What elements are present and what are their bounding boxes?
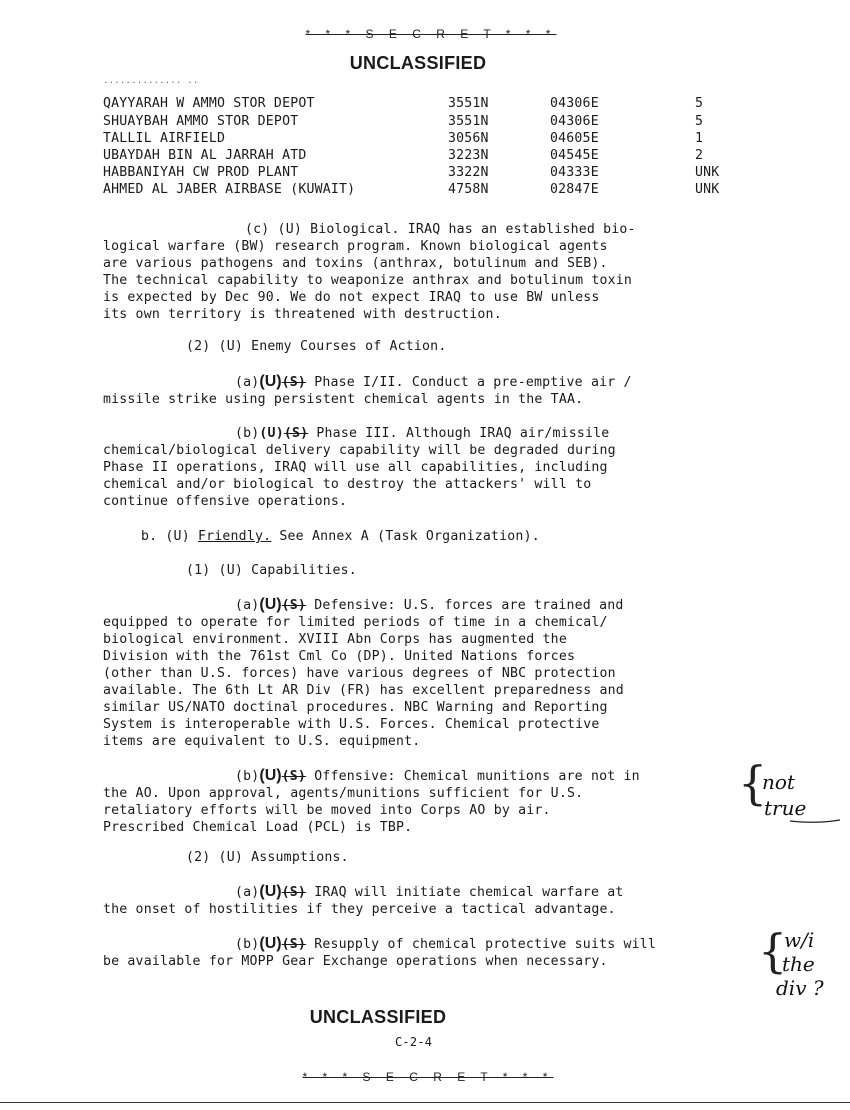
para-prefix: (b) xyxy=(235,426,260,441)
enemy-course-a xyxy=(103,373,632,408)
text-line: Prescribed Chemical Load (PCL) is TBP. xyxy=(103,820,413,835)
text-line: is expected by Dec 90. We do not expect IRAQ to use BW unless xyxy=(103,290,600,305)
classification-mark-bottom: * * * S E C R E T * * * xyxy=(302,1070,554,1084)
target-longitude: 02847E xyxy=(550,182,599,197)
text-line: equipped to operate for limited periods of time in a chemical/ xyxy=(103,615,608,630)
page-number: C-2-4 xyxy=(395,1035,433,1049)
target-longitude: 04306E xyxy=(550,114,599,129)
text-line: (other than U.S. forces) have various degrees of NBC protection xyxy=(103,666,616,681)
text-line: available. The 6th Lt AR Div (FR) has excellent preparedness and xyxy=(103,683,624,698)
text-line: the onset of hostilities if they perceive a tactical advantage. xyxy=(103,902,616,917)
target-value: 5 xyxy=(695,96,704,111)
handwritten-note: the xyxy=(782,952,815,976)
target-latitude: 3322N xyxy=(448,165,489,180)
text-line: items are equivalent to U.S. equipment. xyxy=(103,734,421,749)
handwritten-brace: { xyxy=(758,924,788,978)
target-name: TALLIL AIRFIELD xyxy=(103,131,226,146)
handwritten-note: true xyxy=(764,796,807,820)
classification-banner-top: UNCLASSIFIED xyxy=(349,53,487,73)
text-line: Phase II operations, IRAQ will use all capabilities, including xyxy=(103,460,608,475)
target-latitude: 3551N xyxy=(448,114,489,129)
target-longitude: 04333E xyxy=(550,165,599,180)
target-latitude: 3223N xyxy=(448,148,489,163)
text-line: similar US/NATO doctinal procedures. NBC Warning and Reporting xyxy=(103,700,608,715)
classification-mark: (U) xyxy=(259,373,282,390)
text-line: missile strike using persistent chemical agents in the TAA. xyxy=(103,392,584,407)
target-value: UNK xyxy=(695,165,720,180)
enemy-courses-heading: (2) (U) Enemy Courses of Action. xyxy=(186,339,447,354)
classification-mark: (U) xyxy=(259,426,284,441)
handwritten-underline xyxy=(790,818,842,824)
classification-mark: (U) xyxy=(259,596,282,613)
struck-classification-mark: (S) xyxy=(281,769,307,784)
classification-mark: (U) xyxy=(259,767,282,784)
assumption-a xyxy=(103,883,624,918)
para-prefix: (a) xyxy=(235,375,260,390)
text-line: the AO. Upon approval, agents/munitions sufficient for U.S. xyxy=(103,786,584,801)
target-name: HABBANIYAH CW PROD PLANT xyxy=(103,165,299,180)
text-line: Phase I/II. Conduct a pre-emptive air / xyxy=(314,375,632,390)
target-value: 1 xyxy=(695,131,704,146)
handwritten-note: div ? xyxy=(776,976,824,1000)
text-line: be available for MOPP Gear Exchange operations when necessary. xyxy=(103,954,608,969)
target-latitude: 3551N xyxy=(448,96,489,111)
target-name: SHUAYBAH AMMO STOR DEPOT xyxy=(103,114,299,129)
text-line: its own territory is threatened with destruction. xyxy=(103,307,502,322)
target-latitude: 3056N xyxy=(448,131,489,146)
para-prefix: (b) xyxy=(235,769,260,784)
handwritten-brace: { xyxy=(738,756,768,810)
cut-off-line: .............. .. xyxy=(103,76,199,86)
text-line: Resupply of chemical protective suits will xyxy=(314,937,657,952)
handwritten-note: not xyxy=(762,770,795,794)
offensive-paragraph xyxy=(103,767,640,836)
capabilities-heading: (1) (U) Capabilities. xyxy=(186,563,357,578)
enemy-course-b xyxy=(103,425,616,510)
assumption-b xyxy=(103,935,656,970)
target-value: UNK xyxy=(695,182,720,197)
text-line: (c) (U) Biological. IRAQ has an established bio- xyxy=(245,222,636,237)
text-line: chemical/biological delivery capability will be degraded during xyxy=(103,443,616,458)
table-row xyxy=(103,182,743,199)
table-row xyxy=(103,131,743,148)
text-line: chemical and/or biological to destroy the attackers' will to xyxy=(103,477,592,492)
text-line: Offensive: Chemical munitions are not in xyxy=(314,769,640,784)
table-row xyxy=(103,165,743,182)
struck-classification-mark: (S) xyxy=(283,426,309,441)
text-line: Phase III. Although IRAQ air/missile xyxy=(316,426,610,441)
handwritten-note: w/i xyxy=(784,928,815,952)
para-prefix: (b) xyxy=(235,937,260,952)
text-line: IRAQ will initiate chemical warfare at xyxy=(314,885,624,900)
text-line: retaliatory efforts will be moved into Corps AO by air. xyxy=(103,803,551,818)
struck-classification-mark: (S) xyxy=(281,885,307,900)
target-longitude: 04605E xyxy=(550,131,599,146)
text-line: Defensive: U.S. forces are trained and xyxy=(314,598,624,613)
friendly-title: Friendly. xyxy=(197,529,272,544)
text-line: The technical capability to weaponize anthrax and botulinum toxin xyxy=(103,273,633,288)
target-value: 2 xyxy=(695,148,704,163)
friendly-heading xyxy=(141,529,540,544)
struck-classification-mark: (S) xyxy=(281,937,307,952)
text-line: biological environment. XVIII Abn Corps has augmented the xyxy=(103,632,567,647)
text-line: Division with the 761st Cml Co (DP). United Nations forces xyxy=(103,649,576,664)
classification-mark: (U) xyxy=(259,935,282,952)
text-line: continue offensive operations. xyxy=(103,494,348,509)
para-prefix: (a) xyxy=(235,885,260,900)
text-line: are various pathogens and toxins (anthrax, botulinum and SEB). xyxy=(103,256,608,271)
target-latitude: 4758N xyxy=(448,182,489,197)
classification-mark: (U) xyxy=(259,883,282,900)
struck-classification-mark: (S) xyxy=(281,375,307,390)
target-value: 5 xyxy=(695,114,704,129)
assumptions-heading: (2) (U) Assumptions. xyxy=(186,850,349,865)
para-prefix: (a) xyxy=(235,598,260,613)
classification-banner-bottom: UNCLASSIFIED xyxy=(309,1007,447,1027)
target-longitude: 04306E xyxy=(550,96,599,111)
target-name: QAYYARAH W AMMO STOR DEPOT xyxy=(103,96,315,111)
page-edge-line xyxy=(0,1102,850,1103)
table-row xyxy=(103,96,743,113)
friendly-prefix: b. (U) xyxy=(141,529,190,544)
classification-mark-top: * * * S E C R E T * * * xyxy=(305,27,557,41)
biological-paragraph xyxy=(103,221,636,323)
text-line: logical warfare (BW) research program. Known biological agents xyxy=(103,239,608,254)
target-longitude: 04545E xyxy=(550,148,599,163)
target-name: AHMED AL JABER AIRBASE (KUWAIT) xyxy=(103,182,356,197)
defensive-paragraph xyxy=(103,596,624,750)
friendly-reference: See Annex A (Task Organization). xyxy=(271,529,540,544)
target-name: UBAYDAH BIN AL JARRAH ATD xyxy=(103,148,307,163)
struck-classification-mark: (S) xyxy=(281,598,307,613)
text-line: System is interoperable with U.S. Forces. Chemical protective xyxy=(103,717,600,732)
table-row xyxy=(103,148,743,165)
table-row xyxy=(103,114,743,131)
